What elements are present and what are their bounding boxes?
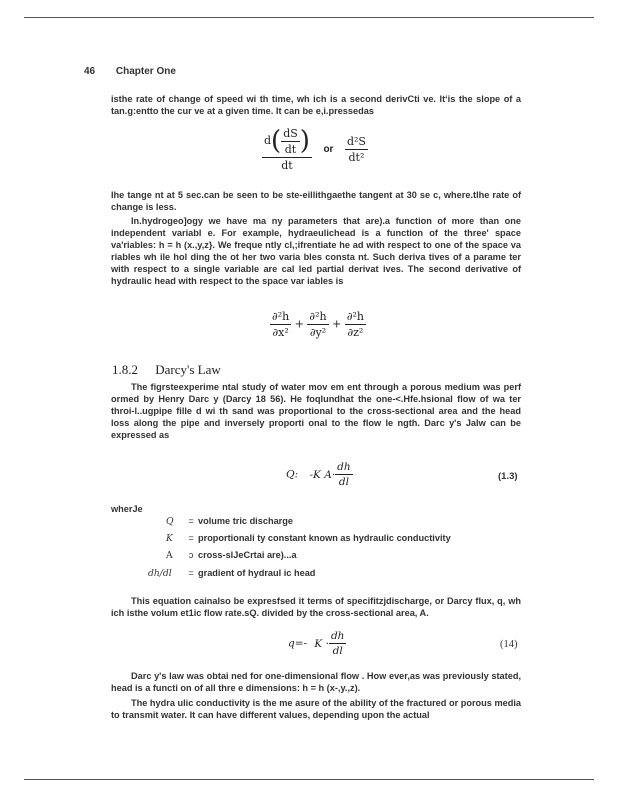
paragraph-5: This equation cainalso be expresfsed it terms of specifitzjdischarge, or Darcy flux, q, wh ich isthe volum et1ic flow rate.sQ. divided by the cross-sectional area, A.: [111, 596, 521, 618]
eq-a-second-fraction: $\frac{\text{d²S}}{\text{dt²}}$: [346, 134, 366, 164]
eq-a-or: or: [323, 144, 334, 155]
equation-number-1-3: (1.3): [498, 471, 518, 482]
paragraph-3: In.hydrogeo]ogy we have ma ny parameters that are).a function of more than one independent variabl e. For example, hydraeulichead is a function of the three' space va'riables: h = h (x.,y,z}. We freque ntly cl,;ifrentiate he ad with respect to one of the space va riables wh ile hol ding the ot her two varia bles consta nt. Such deriva tives of a parame ter with respect to a single variable are cal led partial derivat ives. The second derivative of hydraulic head with respect to the space var iables is: [111, 216, 521, 286]
top-rule: [24, 17, 594, 18]
paragraph-4: The figrsteexperime ntal study of water mov em ent through a porous medium was perf ormed by Henry Darc y (Darcy 18 56). He foqlundhat the one-<.Hfe.hsional flow of wa ter throi-l..ugpipe fille d wi th sand was proportional to the cross-sectional area and the head loss along the pipe and inversely proporti onal to the flow le ngth. Darc y's Jalw can be expressed as: [111, 382, 521, 440]
eq-b-term-x: $\frac{\text{∂²h}}{\text{∂x²}}$: [272, 310, 290, 339]
eq-1-3-gradient: $\frac{dh}{dl}$: [337, 461, 351, 488]
running-header: [84, 66, 176, 77]
paragraph-7: The hydra ulic conductivity is the me asure of the ability of the fractured or porous media to transmit water. It can have different values, depending upon the actual: [111, 698, 521, 720]
equation-1-3: Q: -K A· $\frac{dh}{dl}$: [286, 461, 351, 488]
equation-number-1-4: (14): [500, 639, 518, 650]
where-label: wherJe: [111, 504, 143, 514]
section-title: Darcy's Law: [155, 362, 221, 377]
eq-a-d: d: [264, 134, 272, 147]
definition-gradient: dh/dl = gradient of hydraul ic head: [148, 568, 316, 579]
eq-b-term-y: $\frac{\text{∂²h}}{\text{∂y²}}$: [309, 310, 327, 339]
definition-a: A ɔ cross-slJeCrtai are)...a: [166, 550, 297, 561]
equation-1-4: q=- K · $\frac{dh}{dl}$: [288, 630, 345, 657]
equation-second-partials: $\frac{\text{∂²h}}{\text{∂x²}}$ + $\frac{\text{∂²h}}{\text{∂y²}}$ + $\frac{\text{∂²h}}{\text{∂z²}}$: [272, 310, 364, 339]
section-number: 1.8.2: [112, 362, 138, 377]
eq-b-term-z: $\frac{\text{∂²h}}{\text{∂z²}}$: [346, 310, 364, 339]
eq-a-dt: dt: [281, 159, 293, 172]
page-number: 46: [84, 66, 96, 77]
eq-1-4-gradient: $\frac{dh}{dl}$: [330, 630, 345, 657]
equation-second-derivative: [262, 126, 368, 172]
definition-k: K = proportionali ty constant known as hydraulic conductivity: [166, 533, 451, 544]
paragraph-6: Darc y's law was obtai ned for one-dimensional flow . How ever,as was previously stated, head is a functi on of all thre e dimensions: h = h (x-,y.,z).: [111, 671, 521, 693]
section-heading: [112, 362, 221, 378]
definition-q: Q = volume tric discharge: [166, 516, 293, 527]
eq-a-inner-fraction: $\frac{dS}{dt}$: [283, 126, 298, 156]
paragraph-2: Ihe tange nt at 5 sec.can be seen to be ste-eillithgaethe tangent at 30 se c, where.tlhe rate of change is less.: [111, 190, 521, 212]
eq-a-outer-fraction: d( $\frac{dS}{dt}$ ) dt: [264, 126, 310, 172]
paragraph-1: isthe rate of change of speed wi th time, wh ich is a second derivCti ve. It‘is the slope of a tan.g:entto the cur ve at a given time. It can be e,i.pressedas: [111, 94, 521, 116]
bottom-rule: [24, 779, 594, 780]
chapter-title: Chapter One: [115, 66, 176, 77]
